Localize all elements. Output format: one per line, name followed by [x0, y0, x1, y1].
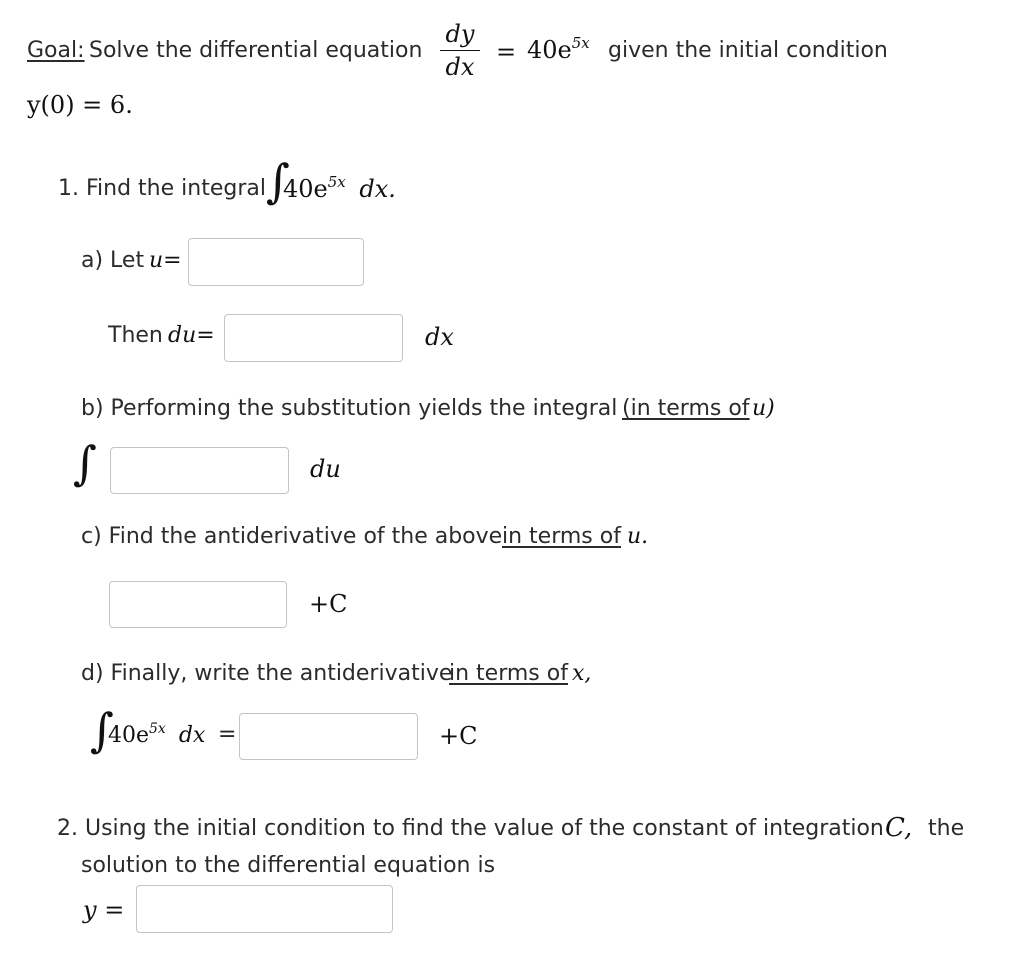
q2-y-eq: y =	[83, 896, 125, 924]
part-c-plus-c: +C	[309, 590, 348, 618]
antiderivative-x-input[interactable]	[239, 713, 418, 760]
part-a-dx: dx	[425, 323, 454, 351]
part-a-let: a) Let	[81, 248, 145, 273]
part-d-x: x,	[572, 661, 592, 686]
goal-label: Goal:	[27, 38, 85, 63]
part-c-u: u.	[627, 524, 649, 549]
equation-equals: =	[496, 38, 517, 66]
q2-line1: 2. Using the initial condition to find the value of the constant of integration	[57, 816, 884, 841]
integral-sign-icon: ∫	[73, 436, 97, 490]
antiderivative-u-input[interactable]	[109, 581, 287, 628]
integral-sign-icon: ∫	[90, 703, 114, 757]
initial-condition: y(0) = 6.	[27, 91, 133, 119]
q2-constant-c: C,	[885, 813, 913, 843]
goal-text: Solve the differential equation	[89, 38, 423, 63]
part-a-u-eq: u=	[149, 248, 182, 273]
part-b-link: (in terms of	[622, 396, 750, 421]
equation-rhs: $40e^{5x}$	[527, 34, 590, 64]
solution-input[interactable]	[136, 885, 393, 933]
part-b-u: u)	[752, 396, 775, 421]
dx-denominator: dx	[445, 53, 475, 81]
part-d-text: d) Finally, write the antiderivative	[81, 661, 453, 686]
part-c-link: in terms of	[502, 524, 621, 549]
u-input[interactable]	[188, 238, 364, 286]
substitution-integrand-input[interactable]	[110, 447, 289, 494]
q1-integrand: $40e^{5x}$ dx.	[283, 173, 396, 203]
part-c-text: c) Find the antiderivative of the above	[81, 524, 503, 549]
part-d-integrand: $40e^{5x}$ dx	[108, 721, 206, 748]
integral-sign-icon: ∫	[266, 154, 290, 208]
du-input[interactable]	[224, 314, 403, 362]
derivative-fraction	[440, 22, 480, 79]
part-a-then: Then	[108, 323, 163, 348]
dy-numerator: dy	[445, 20, 475, 48]
part-d-plus-c: +C	[439, 722, 478, 750]
q2-line1-end: the	[928, 816, 965, 841]
fraction-bar	[440, 50, 480, 51]
q1-lead: 1. Find the integral	[58, 176, 266, 201]
part-d-link: in terms of	[449, 661, 568, 686]
part-b-du: du	[310, 455, 341, 483]
part-b-text: b) Performing the substitution yields the integral	[81, 396, 618, 421]
q2-line2: solution to the differential equation is	[81, 853, 496, 878]
part-d-equals: =	[218, 722, 237, 747]
goal-given-text: given the initial condition	[608, 38, 888, 63]
part-a-du-eq: du=	[168, 323, 215, 348]
